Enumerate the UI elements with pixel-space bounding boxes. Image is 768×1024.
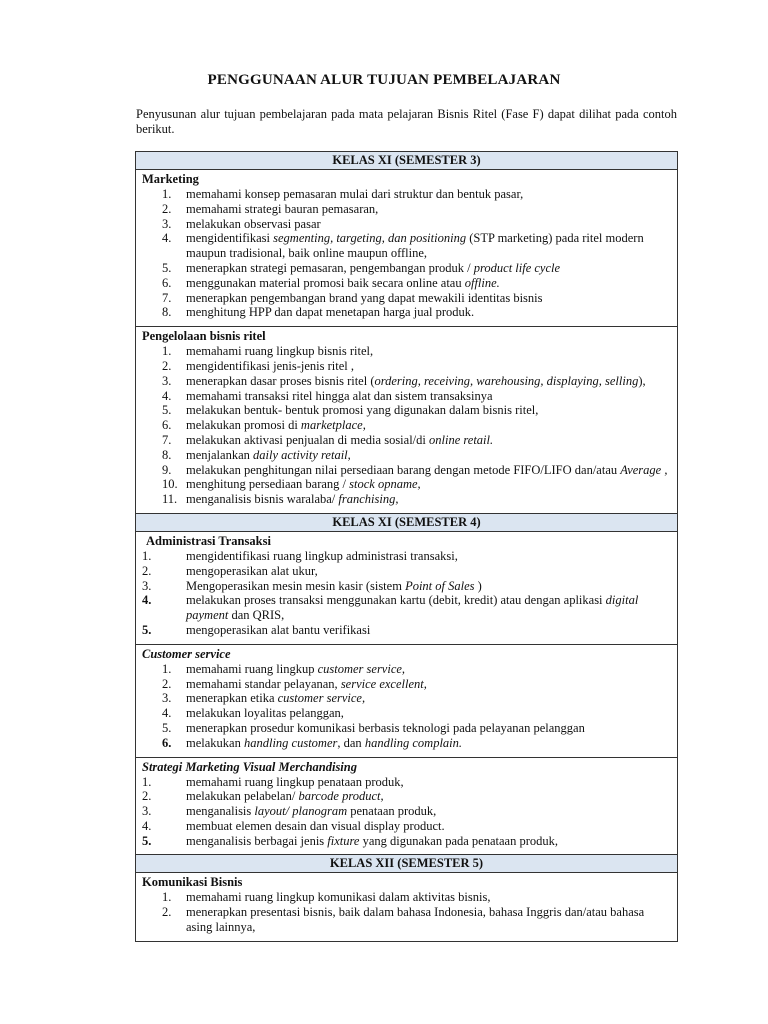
text-run: menganalisis bisnis waralaba/ — [186, 492, 339, 507]
section-cell — [136, 170, 678, 327]
section-title: Marketing — [142, 172, 199, 186]
list-item — [140, 804, 673, 819]
text-run: melakukan — [186, 735, 244, 750]
item-text — [186, 890, 673, 905]
item-number: 9. — [162, 462, 172, 477]
list-item — [140, 217, 673, 232]
text-run: mengoperasikan alat ukur, — [186, 563, 318, 578]
text-run: melakukan promosi di — [186, 418, 301, 433]
list-item — [140, 344, 673, 359]
item-number: 5. — [162, 720, 172, 735]
text-run: memahami ruang lingkup penataan produk, — [186, 774, 404, 789]
italic-term: franchising, — [338, 492, 399, 507]
italic-term: handling complain. — [364, 735, 463, 750]
list-item — [140, 789, 673, 804]
list-item — [140, 389, 673, 404]
item-number: 1. — [142, 774, 152, 789]
item-number: 3. — [162, 691, 172, 706]
list-item — [140, 677, 673, 692]
objective-list — [140, 344, 673, 507]
list-item — [140, 564, 673, 579]
item-text — [186, 187, 673, 202]
list-item — [140, 202, 673, 217]
italic-term: stock opname, — [349, 477, 421, 492]
text-run: memahami konsep pemasaran mulai dari struktur dan bentuk pasar, — [186, 187, 524, 201]
text-run: ) — [474, 578, 482, 593]
item-number: 11. — [162, 492, 178, 507]
text-run: menghitung HPP dan dapat menetapan harga jual produk. — [186, 305, 475, 320]
section-cell — [136, 327, 678, 514]
item-text — [186, 789, 673, 804]
text-run: menerapkan presentasi bisnis, baik dalam bahasa Indonesia, bahasa Inggris dan/atau bahasa asing lainnya, — [186, 905, 645, 935]
list-item — [140, 623, 673, 638]
italic-term: ordering, receiving, warehousing, displaying, selling — [374, 373, 639, 388]
kelas-header-row — [136, 855, 678, 873]
list-item — [140, 593, 673, 623]
text-run: menerapkan prosedur komunikasi berbasis teknologi pada pelayanan pelanggan — [186, 720, 585, 735]
item-text — [186, 721, 673, 736]
item-number: 2. — [162, 201, 172, 216]
item-text — [186, 359, 673, 374]
item-number: 6. — [162, 275, 172, 290]
kelas-header: KELAS XI (SEMESTER 3) — [136, 152, 678, 170]
item-number: 10. — [162, 477, 178, 492]
intro-paragraph: Penyusunan alur tujuan pembelajaran pada mata pelajaran Bisnis Ritel (Fase F) dapat dilihat pada contoh berikut. — [136, 107, 677, 136]
text-run: dan QRIS, — [228, 608, 285, 623]
text-run: melakukan pelabelan/ — [186, 789, 299, 804]
text-run: melakukan bentuk- bentuk promosi yang digunakan dalam bisnis ritel, — [186, 403, 539, 418]
italic-term: offline. — [464, 275, 500, 290]
item-number: 5. — [162, 260, 172, 275]
text-run: menganalisis berbagai jenis — [186, 833, 328, 848]
italic-term: digital payment — [186, 593, 639, 623]
item-text — [186, 217, 673, 232]
text-run: Mengoperasikan mesin mesin kasir (sistem — [186, 578, 406, 593]
list-item — [140, 706, 673, 721]
italic-term: marketplace, — [300, 418, 366, 433]
italic-term: customer service, — [277, 691, 366, 706]
list-item — [140, 579, 673, 594]
item-text — [186, 418, 673, 433]
section-title: Customer service — [142, 646, 231, 661]
item-text — [186, 389, 673, 404]
section-row — [136, 531, 678, 644]
item-number: 8. — [162, 447, 172, 462]
item-text — [186, 677, 673, 692]
section-row — [136, 644, 678, 757]
list-item — [140, 433, 673, 448]
item-number: 2. — [142, 563, 152, 578]
list-item — [140, 359, 673, 374]
section-row — [136, 757, 678, 855]
list-item — [140, 492, 673, 507]
list-item — [140, 276, 673, 291]
item-number: 5. — [162, 403, 172, 418]
section-cell — [136, 531, 678, 644]
section-row — [136, 873, 678, 941]
text-run: melakukan loyalitas pelanggan, — [186, 706, 344, 721]
text-run: memahami standar pelayanan, — [186, 676, 341, 691]
list-item — [140, 448, 673, 463]
section-title: Pengelolaan bisnis ritel — [142, 329, 266, 344]
item-text — [186, 691, 673, 706]
text-run: , dan — [337, 735, 365, 750]
text-run: mengoperasikan alat bantu verifikasi — [186, 622, 371, 637]
objective-list — [140, 890, 673, 934]
text-run: menerapkan etika — [186, 691, 278, 706]
list-item — [140, 261, 673, 276]
item-text — [186, 276, 673, 291]
text-run: menerapkan strategi pemasaran, pengembangan produk / — [186, 260, 474, 275]
item-text — [186, 564, 673, 579]
item-number: 3. — [162, 216, 172, 231]
item-number: 8. — [162, 305, 172, 320]
item-number: 4. — [142, 593, 152, 608]
item-number: 1. — [162, 344, 172, 359]
objective-list — [140, 662, 673, 751]
item-text — [186, 291, 673, 306]
item-text — [186, 261, 673, 276]
text-run: menerapkan pengembangan brand yang dapat mewakili identitas bisnis — [186, 290, 543, 305]
item-number: 1. — [142, 548, 152, 563]
item-text — [186, 202, 673, 217]
text-run: memahami ruang lingkup bisnis ritel, — [186, 344, 374, 359]
section-title: Strategi Marketing Visual Merchandising — [142, 759, 357, 774]
item-number: 4. — [162, 388, 172, 403]
text-run: yang digunakan pada penataan produk, — [359, 833, 558, 848]
text-run: melakukan penghitungan nilai persediaan barang dengan metode FIFO/LIFO dan/atau — [186, 462, 621, 477]
section-cell — [136, 644, 678, 757]
kelas-header-row — [136, 152, 678, 170]
item-number: 2. — [162, 905, 172, 920]
italic-term: product life cycle — [473, 260, 561, 275]
kelas-header-row — [136, 513, 678, 531]
italic-term: online retail. — [429, 432, 494, 447]
section-title: Administrasi Transaksi — [146, 533, 271, 548]
text-run: membuat elemen desain dan visual display product. — [186, 818, 445, 833]
item-text — [186, 662, 673, 677]
list-item — [140, 549, 673, 564]
item-number: 4. — [142, 818, 152, 833]
italic-term: customer service, — [317, 661, 406, 676]
italic-term: Average , — [620, 462, 668, 477]
item-number: 3. — [142, 804, 152, 819]
section-row — [136, 170, 678, 327]
text-run: menggunakan material promosi baik secara online atau — [186, 275, 465, 290]
item-number: 4. — [162, 706, 172, 721]
list-item — [140, 463, 673, 478]
item-text — [186, 579, 673, 594]
text-run: (STP marketing) pada ritel modern maupun tradisional, baik online maupun offline, — [186, 231, 644, 261]
item-number: 1. — [162, 890, 172, 905]
item-number: 2. — [142, 789, 152, 804]
italic-term: Point of Sales — [405, 578, 475, 593]
item-number: 5. — [142, 833, 152, 848]
text-run: mengidentifikasi jenis-jenis ritel , — [186, 358, 355, 373]
text-run: melakukan aktivasi penjualan di media sosial/di — [186, 432, 429, 447]
section-title: Komunikasi Bisnis — [142, 875, 243, 890]
list-item — [140, 374, 673, 389]
item-text — [186, 623, 673, 638]
item-number: 2. — [162, 358, 172, 373]
item-number: 7. — [162, 432, 172, 447]
text-run: memahami ruang lingkup komunikasi dalam aktivitas bisnis, — [186, 890, 491, 905]
item-number: 6. — [162, 735, 172, 750]
text-run: melakukan observasi pasar — [186, 216, 321, 231]
item-text — [186, 593, 673, 623]
text-run: ), — [638, 373, 646, 388]
item-text — [186, 403, 673, 418]
item-text — [186, 905, 673, 935]
item-number: 3. — [162, 373, 172, 388]
text-run: memahami transaksi ritel hingga alat dan sistem transaksinya — [186, 388, 493, 403]
item-number: 4. — [162, 231, 172, 246]
italic-term: layout/ planogram — [254, 804, 348, 819]
list-item — [140, 291, 673, 306]
list-item — [140, 403, 673, 418]
item-text — [186, 492, 673, 507]
list-item — [140, 305, 673, 320]
item-text — [186, 448, 673, 463]
item-text — [186, 463, 673, 478]
list-item — [140, 662, 673, 677]
section-cell — [136, 873, 678, 941]
list-item — [140, 834, 673, 849]
kelas-header: KELAS XI (SEMESTER 4) — [136, 513, 678, 531]
item-text — [186, 231, 673, 261]
item-text — [186, 834, 673, 849]
objective-list — [140, 549, 673, 638]
list-item — [140, 418, 673, 433]
item-text — [186, 477, 673, 492]
kelas-header: KELAS XII (SEMESTER 5) — [136, 855, 678, 873]
item-text — [186, 706, 673, 721]
objective-list — [140, 187, 673, 320]
item-text — [186, 775, 673, 790]
italic-term: handling customer — [243, 735, 338, 750]
text-run: melakukan proses transaksi menggunakan kartu (debit, kredit) atau dengan aplikasi — [186, 593, 606, 608]
list-item — [140, 890, 673, 905]
item-text — [186, 819, 673, 834]
page-title: PENGGUNAAN ALUR TUJUAN PEMBELAJARAN — [207, 72, 561, 88]
text-run: mengidentifikasi ruang lingkup administrasi transaksi, — [186, 548, 458, 563]
item-number: 6. — [162, 418, 172, 433]
list-item — [140, 736, 673, 751]
italic-term: segmenting, targeting, dan positioning — [273, 231, 467, 246]
item-number: 1. — [162, 661, 172, 676]
list-item — [140, 231, 673, 261]
item-text — [186, 344, 673, 359]
text-run: memahami strategi bauran pemasaran, — [186, 201, 379, 216]
italic-term: fixture — [327, 833, 360, 848]
item-text — [186, 374, 673, 389]
italic-term: daily activity retail, — [253, 447, 351, 462]
list-item — [140, 721, 673, 736]
item-number: 7. — [162, 290, 172, 305]
text-run: menganalisis — [186, 804, 255, 819]
item-number: 3. — [142, 578, 152, 593]
list-item — [140, 819, 673, 834]
list-item — [140, 691, 673, 706]
section-cell — [136, 757, 678, 855]
italic-term: service excellent, — [340, 676, 427, 691]
text-run: memahami ruang lingkup — [186, 661, 318, 676]
list-item — [140, 775, 673, 790]
item-number: 1. — [162, 187, 172, 201]
list-item — [140, 187, 673, 202]
section-row — [136, 327, 678, 514]
item-text — [186, 549, 673, 564]
item-number: 5. — [142, 622, 152, 637]
text-run: penataan produk, — [347, 804, 437, 819]
list-item — [140, 477, 673, 492]
text-run: mengidentifikasi — [186, 231, 274, 246]
item-number: 2. — [162, 676, 172, 691]
italic-term: barcode product, — [298, 789, 384, 804]
item-text — [186, 433, 673, 448]
text-run: menjalankan — [186, 447, 253, 462]
text-run: menerapkan dasar proses bisnis ritel ( — [186, 373, 375, 388]
learning-flow-table — [135, 151, 678, 942]
item-text — [186, 804, 673, 819]
text-run: menghitung persediaan barang / — [186, 477, 350, 492]
item-text — [186, 736, 673, 751]
objective-list — [140, 775, 673, 849]
item-text — [186, 305, 673, 320]
list-item — [140, 905, 673, 935]
